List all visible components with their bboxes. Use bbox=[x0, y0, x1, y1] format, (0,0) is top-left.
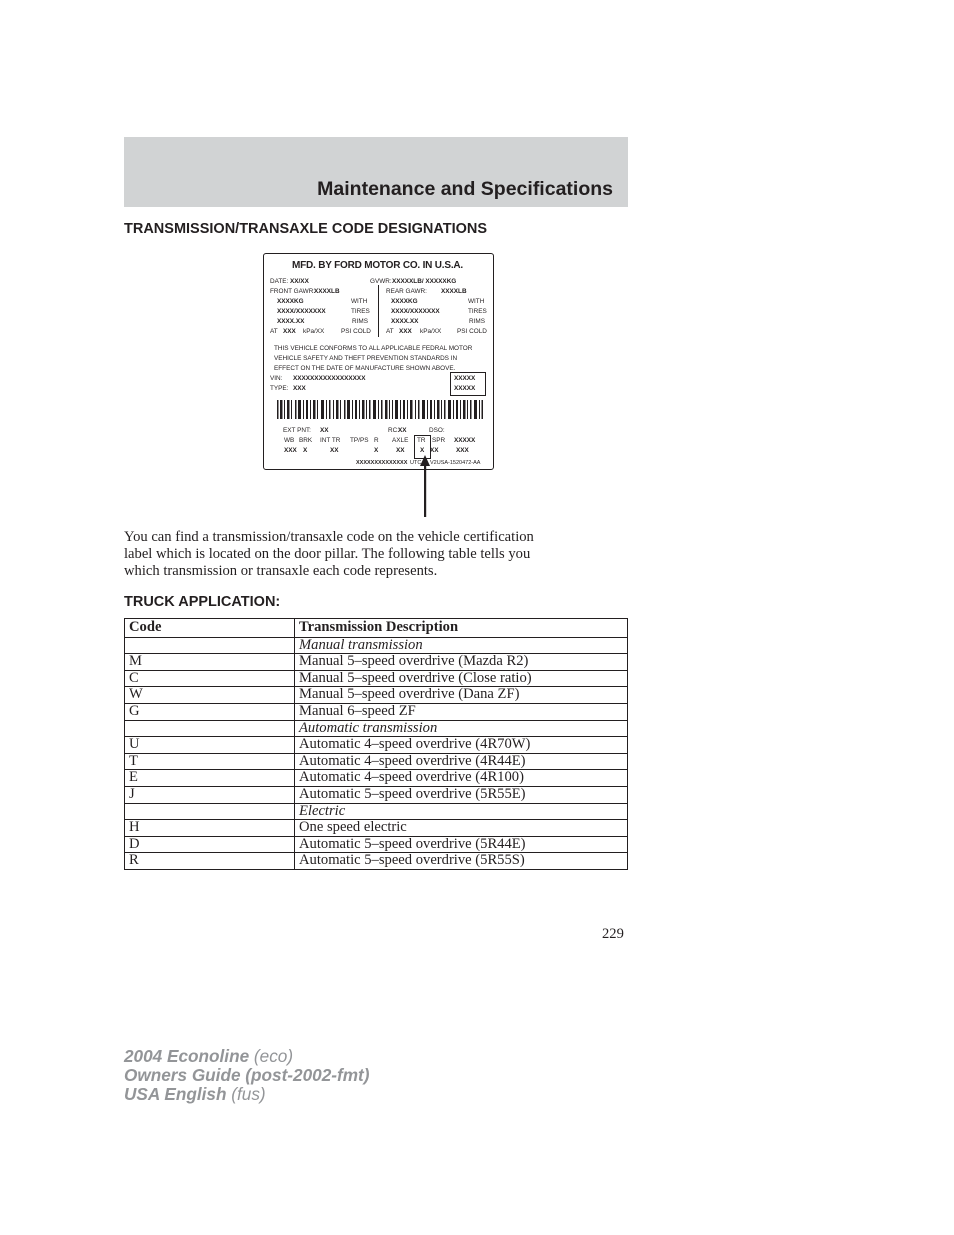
category-cell: Electric bbox=[295, 803, 628, 820]
label-rear-tires: TIRES bbox=[468, 308, 487, 315]
label-front-gawr-value: XXXXLB bbox=[314, 288, 340, 295]
label-rear-kpa: kPa/XX bbox=[420, 328, 442, 335]
label-brk-value: X bbox=[303, 447, 308, 454]
label-gvwr-value: XXXXXLB/ XXXXXKG bbox=[392, 278, 457, 285]
label-wb: WB bbox=[284, 437, 295, 444]
description-cell: Manual 5–speed overdrive (Dana ZF) bbox=[295, 687, 628, 704]
table-row bbox=[125, 654, 628, 671]
truck-application-heading: TRUCK APPLICATION: bbox=[124, 594, 281, 610]
label-rear-rim: XXXX.XX bbox=[391, 318, 419, 325]
label-utc: UTC bbox=[410, 460, 422, 466]
code-cell bbox=[125, 637, 295, 654]
code-cell: G bbox=[125, 703, 295, 720]
table-row bbox=[125, 703, 628, 720]
table-category-row bbox=[125, 803, 628, 820]
description-cell: Manual 6–speed ZF bbox=[295, 703, 628, 720]
label-type-label: TYPE: bbox=[270, 385, 289, 392]
table-category-row bbox=[125, 720, 628, 737]
column-header-description: Transmission Description bbox=[295, 619, 628, 638]
footer bbox=[124, 1047, 369, 1104]
label-ext-pnt-value: XX bbox=[320, 427, 329, 434]
label-front-rim: XXXX.XX bbox=[277, 318, 305, 325]
table-category-row bbox=[125, 637, 628, 654]
label-r-value: X bbox=[374, 447, 379, 454]
label-spr-value: XX bbox=[430, 447, 439, 454]
label-tpps: TP/PS bbox=[350, 437, 369, 444]
description-cell: One speed electric bbox=[295, 820, 628, 837]
footer-language: USA English bbox=[124, 1084, 227, 1104]
label-xxx-value: XXX bbox=[456, 447, 469, 454]
label-front-at: AT bbox=[270, 328, 278, 335]
code-cell: M bbox=[125, 654, 295, 671]
label-rear-xxx: XXX bbox=[399, 328, 412, 335]
table-row bbox=[125, 687, 628, 704]
page-title: Maintenance and Specifications bbox=[317, 178, 613, 200]
label-front-gawr-label: FRONT GAWR: bbox=[270, 288, 316, 295]
label-box-line-2: XXXXX bbox=[454, 385, 476, 392]
label-rear-gawr-label: REAR GAWR: bbox=[386, 288, 427, 295]
pointer-arrow bbox=[419, 455, 431, 517]
category-cell: Manual transmission bbox=[295, 637, 628, 654]
label-front-psi: PSI COLD bbox=[341, 328, 371, 335]
label-front-kg: XXXXKG bbox=[277, 298, 304, 305]
label-wb-value: XXX bbox=[284, 447, 297, 454]
label-front-rims: RIMS bbox=[352, 318, 368, 325]
label-conform-line-2: VEHICLE SAFETY AND THEFT PREVENTION STANDARDS IN bbox=[274, 355, 458, 362]
label-date-label: DATE: bbox=[270, 278, 289, 285]
label-gvwr-label: GVWR: bbox=[370, 278, 392, 285]
code-cell: U bbox=[125, 737, 295, 754]
header-bar bbox=[124, 137, 628, 207]
description-cell: Manual 5–speed overdrive (Close ratio) bbox=[295, 670, 628, 687]
label-type-value: XXX bbox=[293, 385, 306, 392]
label-rear-at: AT bbox=[386, 328, 394, 335]
code-cell: C bbox=[125, 670, 295, 687]
label-axle-value: XX bbox=[396, 447, 405, 454]
footer-line-2 bbox=[124, 1066, 369, 1085]
table-body bbox=[125, 637, 628, 869]
description-cell: Automatic 4–speed overdrive (4R100) bbox=[295, 770, 628, 787]
label-rear-tire: XXXX/XXXXXXX bbox=[391, 308, 440, 315]
code-cell: D bbox=[125, 836, 295, 853]
label-xxxxx: XXXXX bbox=[454, 437, 476, 444]
label-rc: RC: bbox=[388, 427, 400, 434]
intro-line-3: which transmission or transaxle each code represents. bbox=[124, 563, 438, 579]
label-spr: SPR bbox=[432, 437, 446, 444]
label-rc-value: XX bbox=[398, 427, 407, 434]
label-axle: AXLE bbox=[392, 437, 409, 444]
label-dso: DSO: bbox=[429, 427, 445, 434]
table-row bbox=[125, 670, 628, 687]
footer-guide: Owners Guide (post-2002-fmt) bbox=[124, 1065, 370, 1085]
label-part-number: V2USA-1520472-AA bbox=[430, 460, 481, 466]
column-header-code: Code bbox=[125, 619, 295, 638]
label-front-tires: TIRES bbox=[351, 308, 370, 315]
table-row bbox=[125, 786, 628, 803]
footer-model-code: (eco) bbox=[253, 1046, 294, 1066]
label-conform-line-3: EFFECT ON THE DATE OF MANUFACTURE SHOWN ABOVE. bbox=[274, 365, 456, 372]
label-ext-pnt: EXT PNT: bbox=[283, 427, 311, 434]
label-title: MFD. BY FORD MOTOR CO. IN U.S.A. bbox=[292, 260, 464, 271]
code-cell: R bbox=[125, 853, 295, 870]
label-rear-gawr-value: XXXXLB bbox=[441, 288, 467, 295]
label-r: R bbox=[374, 437, 379, 444]
description-cell: Automatic 5–speed overdrive (5R55E) bbox=[295, 786, 628, 803]
code-cell: T bbox=[125, 753, 295, 770]
code-cell bbox=[125, 720, 295, 737]
section-heading: TRANSMISSION/TRANSAXLE CODE DESIGNATIONS bbox=[124, 221, 488, 237]
table-row bbox=[125, 820, 628, 837]
footer-line-3 bbox=[124, 1085, 369, 1104]
code-cell bbox=[125, 803, 295, 820]
page-number: 229 bbox=[602, 926, 624, 942]
description-cell: Automatic 5–speed overdrive (5R44E) bbox=[295, 836, 628, 853]
label-rear-rims: RIMS bbox=[469, 318, 485, 325]
description-cell: Automatic 4–speed overdrive (4R44E) bbox=[295, 753, 628, 770]
label-conform-line-1: THIS VEHICLE CONFORMS TO ALL APPLICABLE FEDRAL MOTOR bbox=[274, 345, 473, 352]
intro-line-1: You can find a transmission/transaxle code on the vehicle certification bbox=[124, 529, 534, 545]
table-row bbox=[125, 737, 628, 754]
label-front-tire: XXXX/XXXXXXX bbox=[277, 308, 326, 315]
table-row bbox=[125, 770, 628, 787]
label-rear-kg: XXXXKG bbox=[391, 298, 418, 305]
table-row bbox=[125, 853, 628, 870]
label-tr: TR bbox=[417, 437, 426, 444]
footer-model: 2004 Econoline bbox=[124, 1046, 250, 1066]
label-date-value: XX/XX bbox=[290, 278, 309, 285]
transmission-code-table bbox=[124, 618, 628, 870]
label-brk: BRK bbox=[299, 437, 313, 444]
description-cell: Manual 5–speed overdrive (Mazda R2) bbox=[295, 654, 628, 671]
description-cell: Automatic 5–speed overdrive (5R55S) bbox=[295, 853, 628, 870]
table-header-row bbox=[125, 619, 628, 638]
label-vin-value: XXXXXXXXXXXXXXXXX bbox=[293, 375, 366, 382]
label-tr-value: X bbox=[420, 447, 425, 454]
category-cell: Automatic transmission bbox=[295, 720, 628, 737]
code-cell: W bbox=[125, 687, 295, 704]
label-int-tr-value: XX bbox=[330, 447, 339, 454]
label-front-kpa: kPa/XX bbox=[303, 328, 325, 335]
table-row bbox=[125, 836, 628, 853]
label-front-with: WITH bbox=[351, 298, 368, 305]
barcode bbox=[277, 400, 483, 419]
label-front-xxx: XXX bbox=[283, 328, 296, 335]
label-bottom-code: XXXXXXXXXXXXXX bbox=[356, 460, 408, 466]
label-rear-with: WITH bbox=[468, 298, 485, 305]
table-row bbox=[125, 753, 628, 770]
label-divider bbox=[378, 285, 379, 337]
intro-line-2: label which is located on the door pillar. The following table tells you bbox=[124, 546, 531, 562]
footer-line-1 bbox=[124, 1047, 369, 1066]
label-code-box bbox=[450, 372, 486, 396]
intro-paragraph bbox=[124, 529, 628, 580]
footer-language-code: (fus) bbox=[231, 1084, 266, 1104]
code-cell: J bbox=[125, 786, 295, 803]
code-cell: E bbox=[125, 770, 295, 787]
code-cell: H bbox=[125, 820, 295, 837]
description-cell: Automatic 4–speed overdrive (4R70W) bbox=[295, 737, 628, 754]
certification-label-figure bbox=[263, 253, 494, 470]
label-vin-label: VIN: bbox=[270, 375, 283, 382]
label-rear-psi: PSI COLD bbox=[457, 328, 487, 335]
label-box-line-1: XXXXX bbox=[454, 375, 476, 382]
label-int-tr: INT TR bbox=[320, 437, 341, 444]
